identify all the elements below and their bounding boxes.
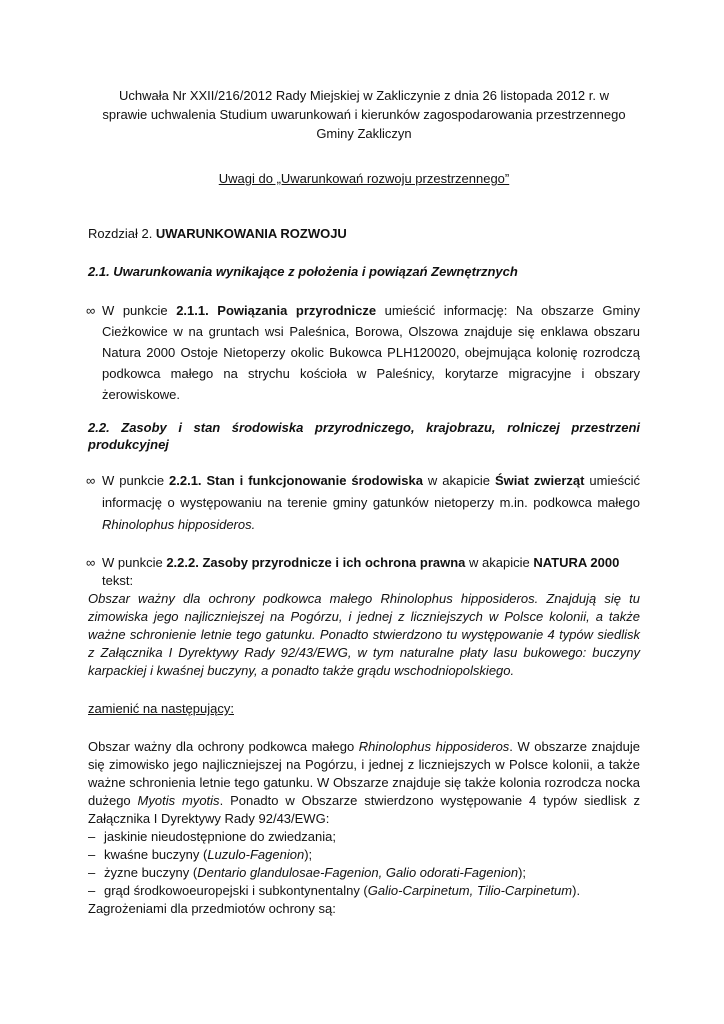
bullet-text: umieścić informację: Na obszarze Gminy Cieżkowice w na gruntach wsi Paleśnica, Borowa, Olszowa znajduje się enklawa obszaru Natura 2000 Ostoje Nietoperzy okolic Bukowca PLH120020, obejmująca kolonię rozrodczą podkowca małego na strychu kościoła w Paleśnicy, korytarze migracyjne i obszary żerowiskowe. xyxy=(102,303,640,402)
list-item-italic: Galio-Carpinetum, Tilio-Carpinetum xyxy=(367,883,573,898)
bullet-bold-2: Świat zwierząt xyxy=(494,473,585,488)
bullet-mid: w akapicie xyxy=(422,473,495,488)
chapter-prefix: Rozdział 2. xyxy=(88,226,156,241)
list-item-end: ); xyxy=(518,865,527,880)
bullet-mark-icon: ∞ xyxy=(86,473,96,488)
para-species-2: Myotis myotis xyxy=(137,793,220,808)
list-item-end: ); xyxy=(304,847,313,862)
quoted-text: Obszar ważny dla ochrony podkowca małego Rhinolophus hipposideros. Znajdują się tu zimowiska jego najliczniejszej na Pogórzu, i jednej z liczniejszych w Polsce kolonii, a także ważne schronienie letnie tego gatunku. Ponadto stwierdzono tu występowanie 4 typów siedlisk z Załącznika I Dyrektywy Rady 92/43/EWG, w tym naturalne płaty lasu bukowego: buczyny karpackiej i kwaśnej buczyny, a ponadto także grądu wschodniopolskiego. xyxy=(88,591,640,678)
list-item-text: kwaśne buczyny ( xyxy=(104,847,208,862)
bullet-prefix: W punkcie xyxy=(102,303,177,318)
bullet-mark-icon: ∞ xyxy=(86,303,96,318)
list-item-italic: Luzulo-Fagenion xyxy=(207,847,305,862)
section-2-1-heading: 2.1. Uwarunkowania wynikające z położenia i powiązań Zewnętrznych xyxy=(88,264,518,279)
bullet-tail: tekst: xyxy=(102,573,134,588)
bullet-text: umieścić informację o występowaniu na terenie gminy gatunków nietoperzy m.in. podkowca małego xyxy=(102,473,640,510)
bullet-bold: 2.2.2. Zasoby przyrodnicze i ich ochrona prawna xyxy=(166,555,466,570)
section-2-2-heading-line2: produkcyjnej xyxy=(88,437,169,452)
title-line-1: Uchwała Nr XXII/216/2012 Rady Miejskiej w Zakliczynie z dnia 26 listopada 2012 r. w xyxy=(119,88,609,103)
list-item-italic: Dentario glandulosae-Fagenion, Galio odorati-Fagenion xyxy=(197,865,519,880)
bullet-prefix: W punkcie xyxy=(102,555,167,570)
threats-line: Zagrożeniami dla przedmiotów ochrony są: xyxy=(88,901,336,916)
bullet-prefix: W punkcie xyxy=(102,473,170,488)
section-2-2-heading-line1: 2.2. Zasoby i stan środowiska przyrodniczego, krajobrazu, rolniczej przestrzeni xyxy=(88,420,640,435)
list-item xyxy=(88,882,640,900)
list-item-text: grąd środkowoeuropejski i subkontynentalny ( xyxy=(104,883,368,898)
subtitle-text: Uwagi do „Uwarunkowań rozwoju przestrzennego” xyxy=(218,171,510,186)
bullet-bold-2: NATURA 2000 xyxy=(533,555,620,570)
para-text-1: Obszar ważny dla ochrony podkowca małego xyxy=(88,739,359,754)
bullet-2-1-1 xyxy=(88,300,640,405)
title-line-2: sprawie uchwalenia Studium uwarunkowań i kierunków zagospodarowania przestrzennego xyxy=(102,107,626,122)
list-item-text: żyzne buczyny ( xyxy=(104,865,198,880)
para-text-3: . Ponadto w Obszarze stwierdzono występowanie 4 typów siedlisk z Załącznika I Dyrektywy Rady 92/43/EWG: xyxy=(88,793,640,826)
dash-icon: – xyxy=(88,847,96,862)
document-title xyxy=(88,86,640,143)
habitat-list xyxy=(88,828,640,900)
chapter-name: UWARUNKOWANIA ROZWOJU xyxy=(155,226,347,241)
list-item xyxy=(88,864,640,882)
dash-icon: – xyxy=(88,829,96,844)
para-species-1: Rhinolophus hipposideros xyxy=(358,739,510,754)
bullet-bold: 2.2.1. Stan i funkcjonowanie środowiska xyxy=(169,473,423,488)
document-page xyxy=(88,86,640,918)
para-text-2: . W obszarze znajduje się zimowisko jego najliczniejszej na Pogórzu, i jednej z liczniejszych w Polsce kolonii, a także ważne schronienia letnie tego gatunku. W Obszarze znajduje się także kolonia rozrodcza nocka dużego xyxy=(88,739,640,808)
dash-icon: – xyxy=(88,865,96,880)
list-item xyxy=(88,846,640,864)
bullet-mid: w akapicie xyxy=(465,555,534,570)
replacement-paragraph xyxy=(88,738,640,828)
bullet-mark-icon: ∞ xyxy=(86,555,96,570)
dash-icon: – xyxy=(88,883,96,898)
chapter-heading xyxy=(88,224,640,243)
bullet-2-2-2 xyxy=(88,554,640,590)
list-item xyxy=(88,828,640,846)
bullet-2-2-1 xyxy=(88,470,640,536)
document-subtitle xyxy=(88,169,640,188)
species-name: Rhinolophus hipposideros. xyxy=(102,517,256,532)
list-item-end: ). xyxy=(572,883,581,898)
bullet-bold: 2.1.1. Powiązania przyrodnicze xyxy=(176,303,377,318)
list-item-text: jaskinie nieudostępnione do zwiedzania; xyxy=(104,829,336,844)
replace-label: zamienić na następujący: xyxy=(88,701,234,716)
title-line-3: Gminy Zakliczyn xyxy=(316,126,412,141)
